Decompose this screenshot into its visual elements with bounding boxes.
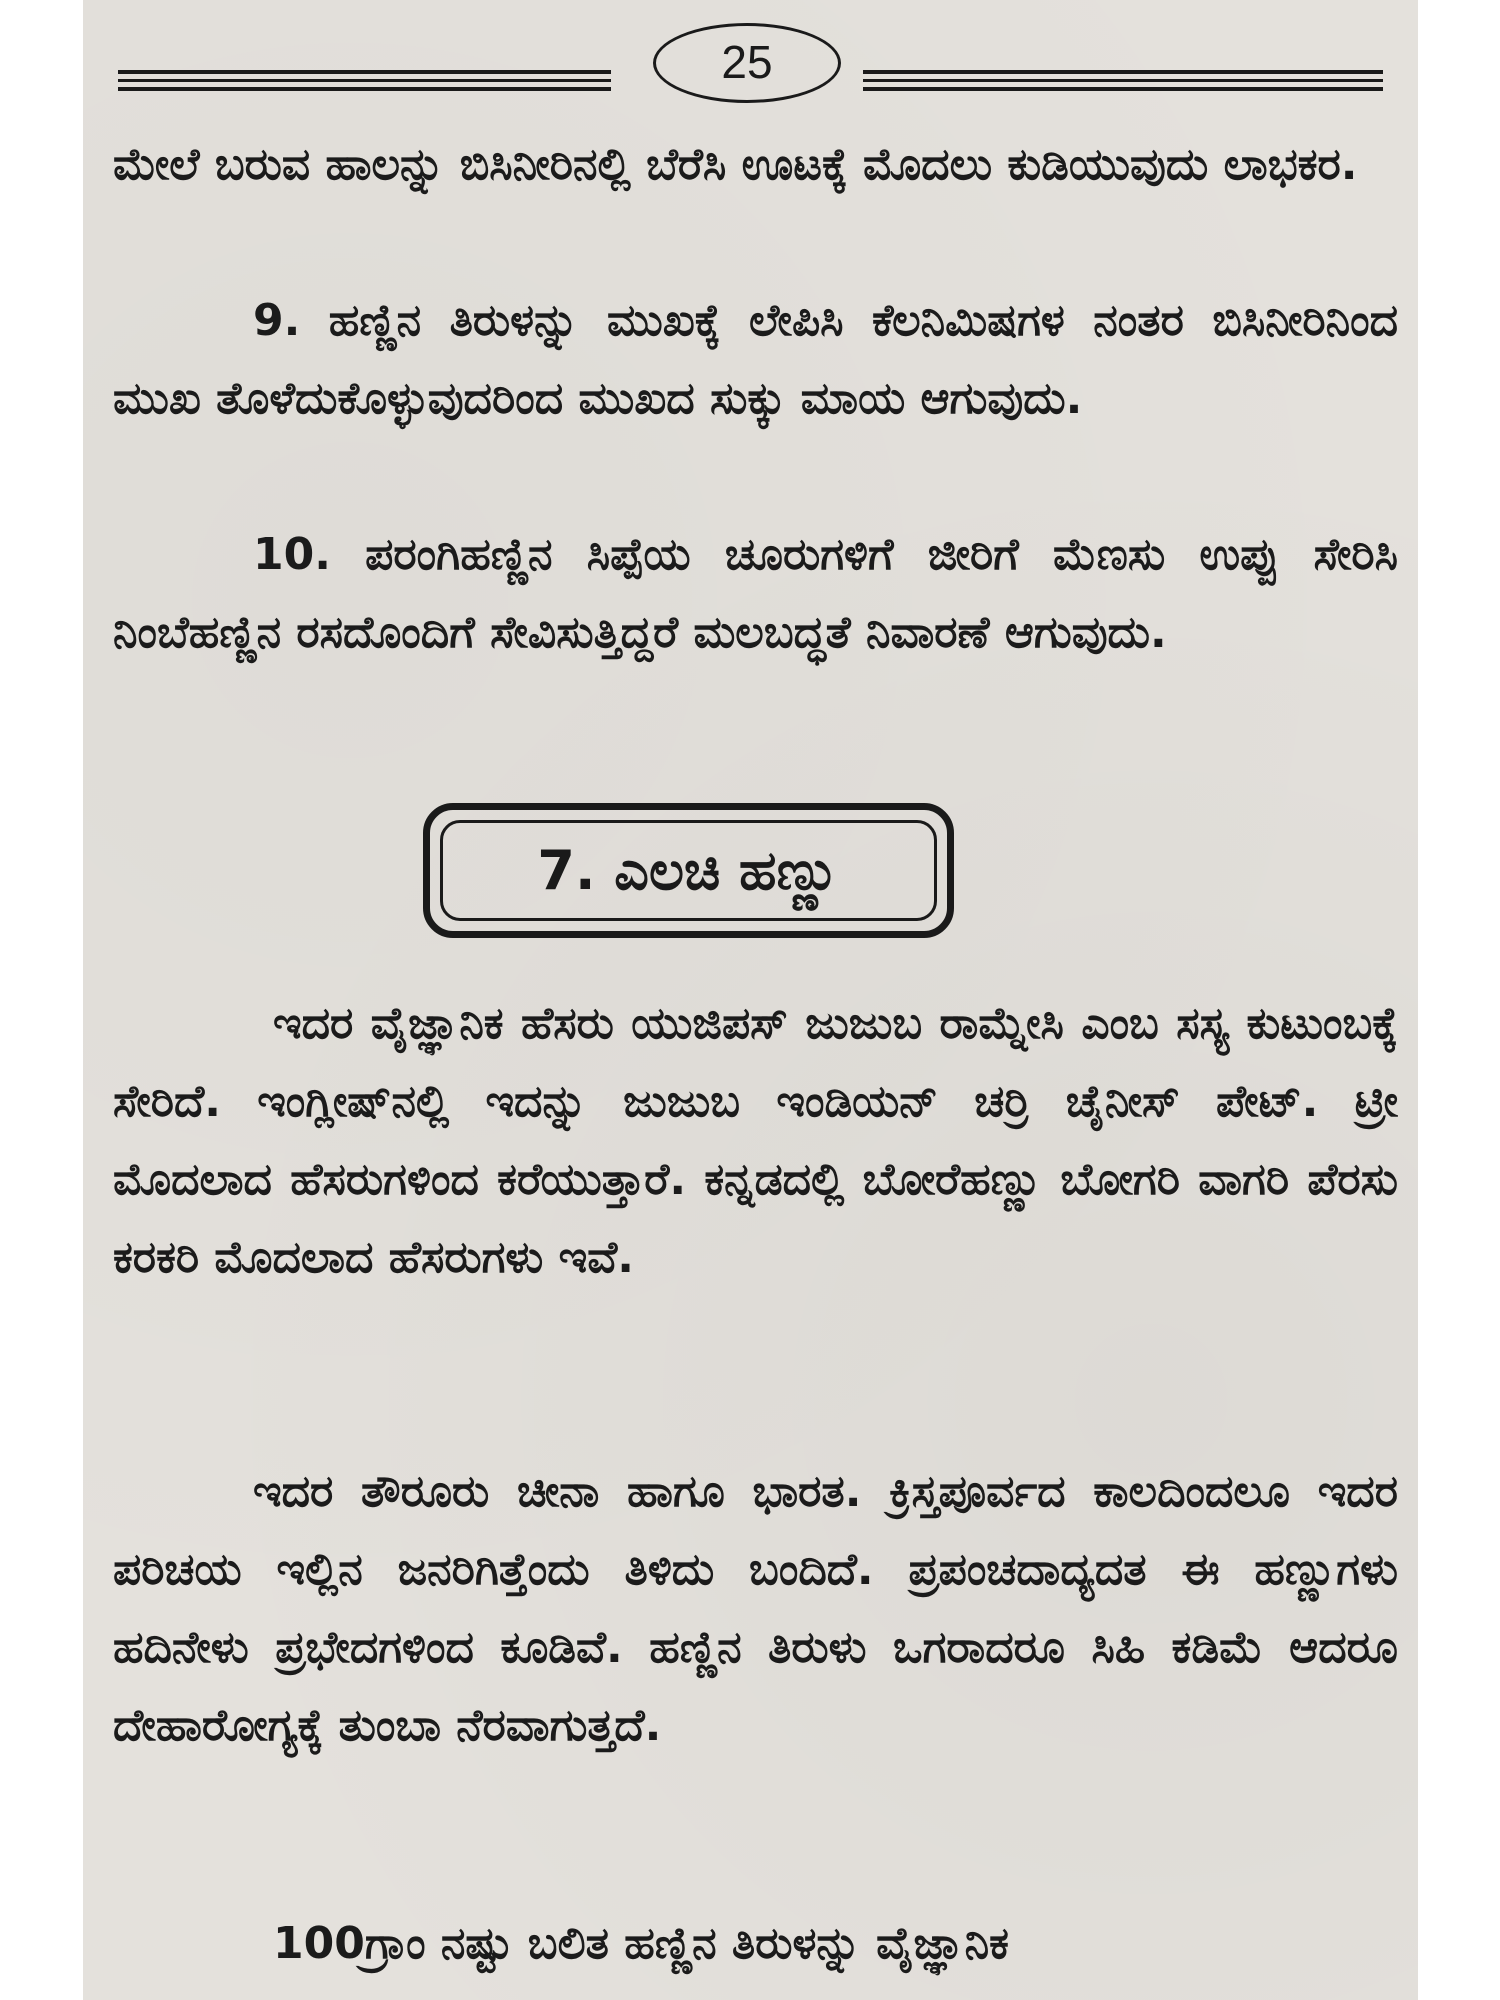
- section-heading: 7. ಎಲಚಿ ಹಣ್ಣು: [440, 820, 937, 921]
- paragraph-item-10: 10. ಪರಂಗಿಹಣ್ಣಿನ ಸಿಪ್ಪೆಯ ಚೂರುಗಳಿಗೆ ಜೀರಿಗೆ ಮೆಣಸು ಉಪ್ಪು ಸೇರಿಸಿ ನಿಂಬೆಹಣ್ಣಿನ ರಸದೊಂದಿಗೆ ಸೇವಿಸುತ್ತಿದ್ದರೆ ಮಲಬದ್ಧತೆ ನಿವಾರಣೆ ಆಗುವುದು.: [113, 529, 1398, 658]
- paragraph-origin: ಇದರ ತೌರೂರು ಚೀನಾ ಹಾಗೂ ಭಾರತ. ಕ್ರಿಸ್ತಪೂರ್ವದ ಕಾಲದಿಂದಲೂ ಇದರ ಪರಿಚಯ ಇಲ್ಲಿನ ಜನರಿಗಿತ್ತೆಂದು ತಿಳಿದು ಬಂದಿದೆ. ಪ್ರಪಂಚದಾದ್ಯದತ ಈ ಹಣ್ಣುಗಳು ಹದಿನೇಳು ಪ್ರಭೇದಗಳಿಂದ ಕೂಡಿವೆ. ಹಣ್ಣಿನ ತಿರುಳು ಒಗರಾದರೂ ಸಿಹಿ ಕಡಿಮೆ ಆದರೂ ದೇಹಾರೋಗ್ಯಕ್ಕೆ ತುಂಬಾ ನೆರವಾಗುತ್ತದೆ.: [113, 1466, 1398, 1751]
- paragraph-item-9: 9. ಹಣ್ಣಿನ ತಿರುಳನ್ನು ಮುಖಕ್ಕೆ ಲೇಪಿಸಿ ಕೆಲನಿಮಿಷಗಳ ನಂತರ ಬಿಸಿನೀರಿನಿಂದ ಮುಖ ತೊಳೆದುಕೊಳ್ಳುವುದರಿಂದ ಮುಖದ ಸುಕ್ಕು ಮಾಯ ಆಗುವುದು.: [113, 295, 1398, 424]
- header-rule-right: [863, 70, 1383, 92]
- paragraph-scientific-name: ಇದರ ವೈಜ್ಞಾನಿಕ ಹೆಸರು ಯುಜಿಪಸ್ ಜುಜುಬ ರಾಮ್ನೇಸಿ ಎಂಬ ಸಸ್ಯ ಕುಟುಂಬಕ್ಕೆ ಸೇರಿದೆ. ಇಂಗ್ಲೀಷ್‌ನಲ್ಲಿ ಇದನ್ನು ಜುಜುಬ ಇಂಡಿಯನ್ ಚರ್ರಿ ಚೈನೀಸ್ ಪೇಟ್. ಟ್ರೀ ಮೊದಲಾದ ಹೆಸರುಗಳಿಂದ ಕರೆಯುತ್ತಾರೆ. ಕನ್ನಡದಲ್ಲಿ ಬೋರೆಹಣ್ಣು ಬೋಗರಿ ವಾಗರಿ ಪೆರಸು ಕರಕರಿ ಮೊದಲಾದ ಹೆಸರುಗಳು ಇವೆ.: [113, 998, 1398, 1283]
- section-heading-box: [423, 803, 954, 938]
- paragraph-continuation: ಮೇಲೆ ಬರುವ ಹಾಲನ್ನು ಬಿಸಿನೀರಿನಲ್ಲಿ ಬೆರೆಸಿ ಊಟಕ್ಕೆ ಮೊದಲು ಕುಡಿಯುವುದು ಲಾಭಕರ.: [113, 139, 1358, 190]
- header-rule-left: [118, 70, 611, 92]
- page-header: [83, 0, 1418, 120]
- page-number: 25: [653, 23, 841, 103]
- book-page: [83, 0, 1418, 2000]
- paragraph-nutrition-start: 100ಗ್ರಾಂ ನಷ್ಟು ಬಲಿತ ಹಣ್ಣಿನ ತಿರುಳನ್ನು ವೈಜ್ಞಾನಿಕ: [273, 1918, 1009, 1969]
